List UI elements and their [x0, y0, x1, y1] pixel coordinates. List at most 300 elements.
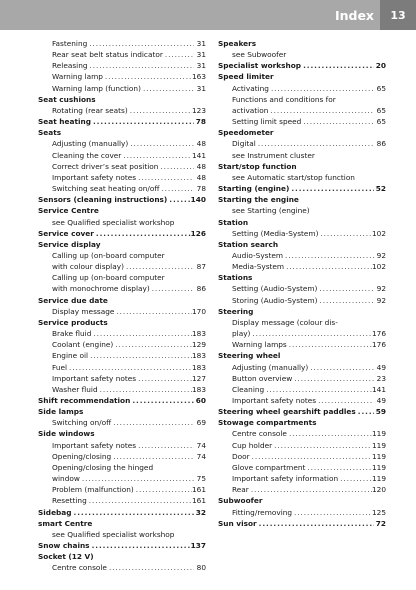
index-heading	[38, 228, 206, 239]
index-entry	[38, 83, 206, 94]
entry-label: Service products	[38, 317, 108, 327]
entry-label: Fitting/removing	[232, 507, 293, 517]
page-reference: 65	[376, 83, 386, 93]
page-reference: 31	[196, 50, 206, 60]
index-heading	[218, 194, 386, 205]
index-heading	[218, 38, 386, 49]
page-reference: 123	[191, 105, 206, 115]
dot-leader	[111, 417, 194, 428]
entry-label: see Subwoofer	[232, 50, 287, 60]
index-heading	[38, 127, 206, 138]
dot-leader	[269, 83, 374, 94]
entry-label: Specialist workshop	[218, 61, 302, 71]
entry-label: Sidebag	[38, 507, 72, 517]
dot-leader	[317, 283, 374, 294]
page-reference: 170	[191, 306, 206, 316]
index-entry	[218, 49, 386, 60]
entry-label: Service due date	[38, 295, 108, 305]
index-entry	[38, 362, 206, 373]
entry-label: Side windows	[38, 429, 95, 439]
entry-label: Adjusting (manually)	[232, 362, 309, 372]
index-entry	[38, 440, 206, 451]
dot-leader	[305, 462, 372, 473]
entry-label: Resetting	[52, 496, 87, 506]
index-entry	[38, 49, 206, 60]
index-entry	[38, 328, 206, 339]
dot-leader	[67, 362, 192, 373]
index-entry	[218, 94, 386, 105]
dot-leader	[287, 428, 372, 439]
dot-leader	[128, 138, 194, 149]
entry-label: Correct driver’s seat position	[52, 161, 159, 171]
dot-leader	[88, 350, 192, 361]
index-heading	[38, 395, 206, 406]
index-heading	[218, 239, 386, 250]
index-heading	[218, 350, 386, 361]
index-entry	[218, 395, 386, 406]
index-entry	[38, 272, 206, 283]
page-reference: 49	[376, 396, 386, 405]
index-entry	[218, 362, 386, 373]
entry-label: Speakers	[218, 39, 257, 48]
dot-leader	[158, 161, 194, 172]
dot-leader	[113, 339, 192, 350]
page-reference: 119	[371, 429, 386, 439]
entry-label: Functions and conditions for	[232, 94, 336, 104]
dot-leader	[87, 495, 192, 506]
page-reference: 49	[376, 362, 386, 372]
dot-leader	[264, 384, 372, 395]
index-entry	[218, 473, 386, 484]
page-reference: 78	[195, 117, 206, 127]
index-entry	[218, 484, 386, 495]
entry-label: Shift recommendation	[38, 396, 131, 405]
page-reference: 48	[196, 139, 206, 149]
page-reference: 141	[371, 384, 386, 394]
page-reference: 119	[371, 440, 386, 450]
entry-label: Centre console	[232, 429, 287, 439]
page-reference: 140	[190, 195, 206, 205]
entry-label: Side lamps	[38, 407, 84, 417]
index-entry	[218, 451, 386, 462]
entry-label: Speed limiter	[218, 72, 274, 82]
entry-label: Brake fluid	[52, 329, 92, 339]
entry-label: Activating	[232, 83, 269, 93]
entry-label: Problem (malfunction)	[52, 485, 134, 495]
entry-label: Warning lamp	[52, 72, 103, 82]
dot-leader	[98, 384, 192, 395]
entry-label: Rear	[232, 485, 249, 495]
entry-label: Service Centre	[38, 206, 99, 216]
entry-label: Sun visor	[218, 518, 257, 528]
entry-label: Station search	[218, 239, 279, 249]
index-heading	[38, 194, 206, 205]
entry-label: Steering wheel	[218, 351, 281, 361]
entry-label: Media-System	[232, 262, 285, 272]
index-entry	[218, 373, 386, 384]
dot-leader	[107, 562, 194, 573]
page-reference: 87	[196, 262, 206, 272]
entry-label: Adjusting (manually)	[52, 139, 129, 149]
dot-leader	[289, 183, 374, 194]
dot-leader	[128, 105, 192, 116]
entry-label: Centre console	[52, 563, 107, 573]
entry-label: see Starting (engine)	[232, 206, 310, 216]
index-entry	[218, 205, 386, 216]
entry-label: Important safety notes	[232, 396, 317, 405]
index-entry	[38, 384, 206, 395]
entry-label: see Instrument cluster	[232, 150, 315, 160]
entry-label: Steering	[218, 306, 254, 316]
index-entry	[38, 161, 206, 172]
page-reference: 102	[371, 262, 386, 272]
page-reference: 52	[375, 184, 386, 194]
entry-label: see Automatic start/stop function	[232, 172, 355, 182]
index-entry	[38, 306, 206, 317]
index-entry	[38, 138, 206, 149]
index-entry	[38, 562, 206, 573]
entry-label: Display message	[52, 306, 115, 316]
page-reference: 129	[191, 340, 206, 350]
entry-label: smart Centre	[38, 518, 93, 528]
dot-leader	[316, 395, 374, 406]
index-entry	[218, 507, 386, 518]
dot-leader	[338, 473, 372, 484]
page-reference: 86	[376, 139, 386, 149]
entry-label: Start/stop function	[218, 161, 297, 171]
page-reference: 119	[371, 474, 386, 484]
index-heading	[38, 518, 206, 529]
dot-leader	[257, 518, 374, 529]
dot-leader	[150, 283, 194, 294]
section-title: Index	[334, 8, 374, 23]
index-entry	[218, 339, 386, 350]
page-reference: 125	[371, 507, 386, 517]
index-heading	[38, 507, 206, 518]
page-reference: 137	[190, 541, 206, 551]
index-entry	[218, 116, 386, 127]
dot-leader	[130, 395, 194, 406]
index-entry	[218, 295, 386, 306]
dot-leader	[292, 507, 372, 518]
entry-label: Snow chains	[38, 541, 90, 551]
index-heading	[218, 406, 386, 417]
page-reference: 65	[376, 117, 386, 127]
entry-label: Engine oil	[52, 351, 89, 361]
entry-label: Speedometer	[218, 128, 274, 138]
dot-leader	[272, 440, 372, 451]
entry-label: Coolant (engine)	[52, 340, 114, 350]
page-reference: 102	[371, 228, 386, 238]
dot-leader	[136, 440, 194, 451]
entry-label: Switching seat heating on/off	[52, 184, 160, 194]
index-column-right	[218, 38, 386, 529]
index-heading	[38, 116, 206, 127]
page-reference: 31	[196, 61, 206, 71]
entry-label: Cup holder	[232, 440, 273, 450]
index-entry	[218, 228, 386, 239]
dot-leader	[163, 49, 194, 60]
entry-label: play)	[232, 329, 251, 339]
page-reference: 65	[376, 105, 386, 115]
entry-label: Setting (Audio-System)	[232, 284, 318, 294]
dot-leader	[159, 183, 194, 194]
entry-label: Starting (engine)	[218, 184, 290, 194]
index-entry	[38, 261, 206, 272]
index-entry	[38, 350, 206, 361]
index-entry	[38, 283, 206, 294]
dot-leader	[114, 306, 192, 317]
entry-label: Setting (Media-System)	[232, 228, 319, 238]
index-entry	[38, 417, 206, 428]
index-entry	[38, 172, 206, 183]
index-entry	[38, 250, 206, 261]
index-entry	[218, 83, 386, 94]
index-heading	[218, 183, 386, 194]
entry-label: Warning lamps	[232, 340, 287, 350]
page-reference: 119	[371, 451, 386, 461]
index-heading	[38, 540, 206, 551]
entry-label: Important safety information	[232, 474, 339, 484]
index-entry	[218, 428, 386, 439]
entry-label: Important safety notes	[52, 172, 137, 182]
entry-label: Starting the engine	[218, 195, 299, 205]
index-entry	[218, 317, 386, 328]
entry-label: Important safety notes	[52, 373, 137, 383]
dot-leader	[111, 451, 194, 462]
dot-leader	[136, 172, 194, 183]
index-entry	[38, 71, 206, 82]
dot-leader	[72, 507, 194, 518]
dot-leader	[90, 540, 191, 551]
dot-leader	[121, 150, 192, 161]
entry-label: Switching on/off	[52, 418, 112, 428]
entry-label: Setting limit speed	[232, 117, 302, 127]
page-reference: 92	[376, 284, 386, 294]
page-reference: 32	[195, 507, 206, 517]
dot-leader	[301, 60, 374, 71]
index-entry	[218, 384, 386, 395]
dot-leader	[124, 261, 194, 272]
dot-leader	[167, 194, 190, 205]
page-reference: 183	[191, 384, 206, 394]
index-entry	[38, 373, 206, 384]
entry-label: Button overview	[232, 373, 293, 383]
entry-label: Rotating (rear seats)	[52, 105, 128, 115]
index-heading	[218, 495, 386, 506]
page-reference: 31	[196, 83, 206, 93]
index-heading	[38, 551, 206, 562]
entry-label: Glove compartment	[232, 462, 306, 472]
page-reference: 119	[371, 462, 386, 472]
page-reference: 20	[375, 61, 386, 71]
index-entry	[218, 105, 386, 116]
dot-leader	[250, 451, 372, 462]
page-reference: 74	[196, 451, 206, 461]
index-entry	[218, 261, 386, 272]
page-reference: 92	[376, 250, 386, 260]
index-entry	[38, 495, 206, 506]
entry-label: Stations	[218, 273, 253, 283]
entry-label: Warning lamp (function)	[52, 83, 141, 93]
dot-leader	[301, 116, 374, 127]
dot-leader	[356, 406, 374, 417]
entry-label: Opening/closing the hinged	[52, 462, 154, 472]
page-reference: 183	[191, 329, 206, 339]
page-reference: 69	[196, 418, 206, 428]
page-reference: 48	[196, 172, 206, 182]
dot-leader	[91, 116, 194, 127]
index-heading	[38, 317, 206, 328]
dot-leader	[94, 228, 191, 239]
dot-leader	[141, 83, 194, 94]
dot-leader	[136, 373, 192, 384]
entry-label: Rear seat belt status indicator	[52, 50, 163, 60]
entry-label: Sensors (cleaning instructions)	[38, 195, 168, 205]
dot-leader	[283, 250, 374, 261]
index-entry	[38, 217, 206, 228]
page-reference: 183	[191, 362, 206, 372]
entry-label: Stowage compartments	[218, 418, 317, 428]
index-entry	[38, 183, 206, 194]
page-reference: 176	[371, 329, 386, 339]
index-heading	[218, 127, 386, 138]
dot-leader	[80, 473, 194, 484]
index-entry	[38, 529, 206, 540]
dot-leader	[249, 484, 372, 495]
index-entry	[38, 473, 206, 484]
dot-leader	[268, 105, 374, 116]
dot-leader	[250, 328, 372, 339]
page-reference: 74	[196, 440, 206, 450]
dot-leader	[91, 328, 192, 339]
page-reference: 72	[375, 518, 386, 528]
index-heading	[218, 60, 386, 71]
index-heading	[38, 205, 206, 216]
index-entry	[38, 462, 206, 473]
page-reference: 59	[375, 407, 386, 417]
index-heading	[218, 71, 386, 82]
index-heading	[38, 295, 206, 306]
page-reference: 161	[191, 496, 206, 506]
entry-label: Fastening	[52, 39, 88, 48]
page-reference: 78	[196, 184, 206, 194]
index-entry	[38, 339, 206, 350]
entry-label: Opening/closing	[52, 451, 112, 461]
index-entry	[218, 138, 386, 149]
entry-label: Door	[232, 451, 250, 461]
page-reference: 31	[196, 39, 206, 48]
dot-leader	[256, 138, 374, 149]
entry-label: see Qualified specialist workshop	[52, 217, 175, 227]
entry-label: Seats	[38, 128, 62, 138]
page-reference: 120	[371, 485, 386, 495]
index-heading	[218, 272, 386, 283]
entry-label: Socket (12 V)	[38, 552, 94, 562]
entry-label: Subwoofer	[218, 496, 263, 506]
index-column-left	[38, 38, 206, 574]
dot-leader	[134, 484, 192, 495]
entry-label: Cleaning	[232, 384, 265, 394]
page-reference: 126	[190, 228, 206, 238]
entry-label: Digital	[232, 139, 256, 149]
index-entry	[38, 451, 206, 462]
index-entry	[38, 150, 206, 161]
index-entry	[218, 440, 386, 451]
entry-label: Service display	[38, 239, 101, 249]
index-entry	[38, 38, 206, 49]
entry-label: Station	[218, 217, 249, 227]
entry-label: Fuel	[52, 362, 68, 372]
page-reference: 86	[196, 284, 206, 294]
entry-label: Calling up (on-board computer	[52, 250, 165, 260]
page-reference: 23	[376, 373, 386, 383]
index-entry	[218, 172, 386, 183]
index-heading	[38, 406, 206, 417]
dot-leader	[318, 228, 372, 239]
dot-leader	[103, 71, 192, 82]
entry-label: Audio-System	[232, 250, 284, 260]
dot-leader	[308, 362, 374, 373]
entry-label: Releasing	[52, 61, 88, 71]
page-reference: 60	[195, 396, 206, 405]
page-reference: 183	[191, 351, 206, 361]
entry-label: Cleaning the cover	[52, 150, 122, 160]
page-reference: 141	[191, 150, 206, 160]
index-heading	[38, 239, 206, 250]
entry-label: Seat cushions	[38, 94, 96, 104]
page-reference: 176	[371, 340, 386, 350]
dot-leader	[318, 295, 374, 306]
entry-label: Steering wheel gearshift paddles	[218, 407, 356, 417]
dot-leader	[292, 373, 374, 384]
entry-label: with monochrome display)	[52, 284, 150, 294]
page-reference: 161	[191, 485, 206, 495]
page-reference: 127	[191, 373, 206, 383]
entry-label: Seat heating	[38, 117, 91, 127]
index-entry	[38, 484, 206, 495]
dot-leader	[284, 261, 372, 272]
index-entry	[38, 60, 206, 71]
entry-label: see Qualified specialist workshop	[52, 529, 175, 539]
index-entry	[38, 105, 206, 116]
page-reference: 163	[191, 72, 206, 82]
entry-label: window	[52, 474, 80, 484]
entry-label: with colour display)	[52, 262, 124, 272]
index-entry	[218, 250, 386, 261]
entry-label: Storing (Audio-System)	[232, 295, 318, 305]
entry-label: activation	[232, 105, 269, 115]
dot-leader	[287, 339, 372, 350]
page-reference: 75	[196, 474, 206, 484]
dot-leader	[87, 38, 194, 49]
entry-label: Display message (colour dis-	[232, 317, 338, 327]
index-entry	[218, 150, 386, 161]
page-reference: 92	[376, 295, 386, 305]
dot-leader	[88, 60, 194, 71]
page-number: 13	[380, 0, 416, 30]
page-reference: 48	[196, 161, 206, 171]
page-reference: 80	[196, 563, 206, 573]
index-heading	[38, 428, 206, 439]
index-heading	[218, 306, 386, 317]
index-heading	[38, 94, 206, 105]
entry-label: Washer fluid	[52, 384, 98, 394]
entry-label: Calling up (on-board computer	[52, 273, 165, 283]
index-entry	[218, 283, 386, 294]
page-header	[0, 0, 416, 30]
index-heading	[218, 417, 386, 428]
